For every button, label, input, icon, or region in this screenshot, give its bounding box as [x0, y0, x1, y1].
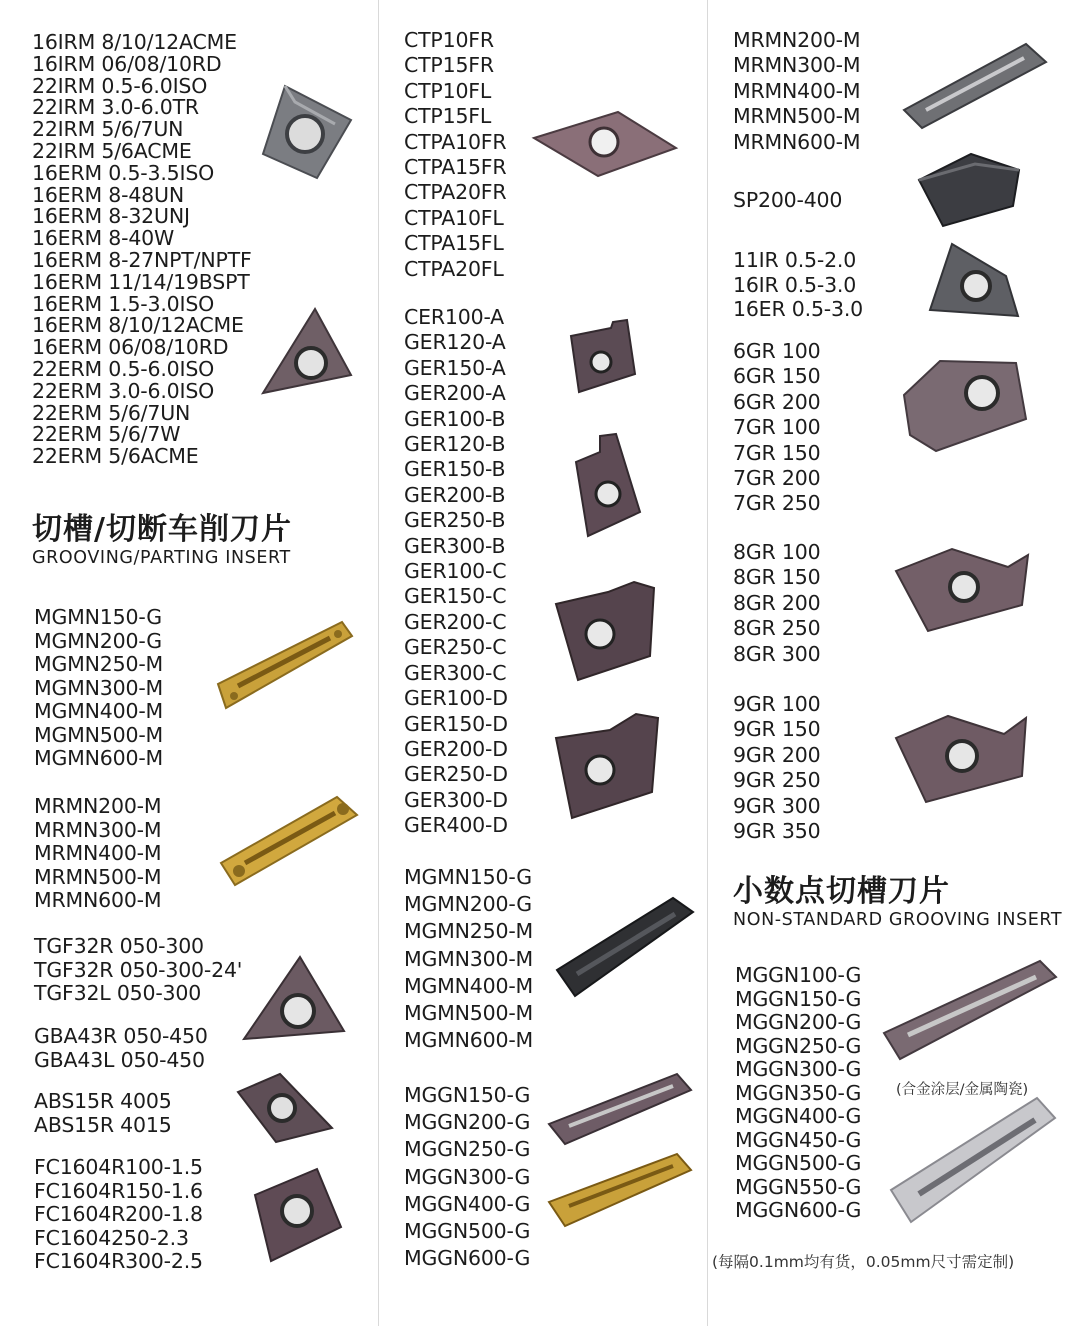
list-item: MRMN600-M: [733, 129, 861, 154]
ger-c-insert-image: [550, 580, 660, 685]
list-item: MRMN600-M: [34, 888, 162, 912]
list-item: 9GR 100: [733, 692, 821, 716]
abs-list: [34, 1090, 172, 1137]
ger-list: [404, 305, 508, 839]
list-item: MGGN200-G: [735, 1010, 862, 1034]
fc-list: [34, 1156, 203, 1274]
gr67-list: [733, 339, 820, 517]
list-item: MGMN600-M: [404, 1028, 534, 1053]
list-item: GER300-D: [404, 787, 508, 812]
list-item: CTPA10FL: [404, 205, 504, 230]
sp-list: [733, 188, 842, 213]
list-item: GER250-D: [404, 762, 508, 787]
list-item: MGGN100-G: [735, 963, 862, 987]
list-item: CTP15FL: [404, 104, 492, 129]
list-item: 16ERM 8-32UNJ: [32, 204, 190, 229]
list-item: FC1604R200-1.8: [34, 1202, 203, 1226]
gr9-list: [733, 692, 820, 844]
mggn-silver-insert-image: [885, 1090, 1060, 1230]
list-item: MGMN250-M: [404, 919, 534, 944]
list-item: GER120-B: [404, 432, 506, 457]
list-item: MGGN550-G: [735, 1174, 862, 1199]
list-item: MGGN250-G: [735, 1033, 862, 1058]
list-item: CTP10FR: [404, 28, 494, 52]
list-item: MGMN300-M: [404, 946, 534, 971]
list-item: MGMN400-M: [34, 699, 164, 723]
ir-insert-image: [922, 240, 1022, 322]
list-item: 11IR 0.5-2.0: [733, 248, 857, 272]
tgf-list: [34, 935, 242, 1006]
list-item: 22IRM 5/6ACME: [32, 138, 192, 163]
list-item: 9GR 300: [733, 793, 821, 818]
gr8-insert-image: [892, 545, 1032, 635]
list-item: MGMN400-M: [404, 973, 534, 998]
list-item: CER100-A: [404, 305, 505, 329]
threading-insert-list: [32, 32, 252, 468]
ger-a-insert-image: [565, 318, 640, 398]
gr9-insert-image: [892, 712, 1032, 807]
list-item: MGMN600-M: [34, 746, 164, 770]
list-item: TGF32R 050-300: [34, 934, 204, 958]
list-item: MRMN400-M: [34, 841, 162, 865]
list-item: GER120-A: [404, 330, 506, 355]
list-item: TGF32R 050-300-24': [34, 957, 243, 982]
list-item: GER150-A: [404, 355, 506, 380]
list-item: 6GR 150: [733, 364, 821, 389]
list-item: FC1604R100-1.5: [34, 1155, 203, 1179]
list-item: MGGN300-G: [404, 1164, 531, 1189]
list-item: GER200-C: [404, 609, 507, 634]
fc-insert-image: [245, 1165, 345, 1265]
list-item: 16ERM 0.5-3.5ISO: [32, 160, 215, 185]
list-item: GER200-B: [404, 482, 506, 507]
list-item: 16ERM 8/10/12ACME: [32, 313, 244, 338]
list-item: CTPA20FR: [404, 180, 507, 205]
list-item: MRMN500-M: [733, 104, 861, 129]
list-item: GER150-B: [404, 457, 506, 482]
list-item: GER100-D: [404, 686, 508, 711]
mggn-coated-long-insert-image: [880, 955, 1060, 1065]
list-item: 9GR 200: [733, 742, 821, 767]
column-divider-left: [378, 0, 379, 1326]
list-item: MGGN300-G: [735, 1057, 862, 1081]
list-item: MGMN150-G: [404, 865, 532, 889]
ctp-insert-image: [530, 108, 680, 180]
ger-b-insert-image: [570, 432, 645, 542]
list-item: 22IRM 5/6/7UN: [32, 117, 184, 142]
list-item: 16ERM 11/14/19BSPT: [32, 269, 250, 294]
list-item: MGMN500-M: [404, 1001, 534, 1026]
list-item: MGMN500-M: [34, 722, 164, 747]
list-item: FC1604R150-1.6: [34, 1178, 203, 1203]
non-standard-heading-cn: 小数点切槽刀片: [733, 874, 950, 909]
mgmn-list-col2: [404, 864, 533, 1054]
list-item: 7GR 250: [733, 491, 821, 516]
abs-insert-image: [236, 1072, 336, 1144]
threading-insert-internal-image: [255, 82, 355, 182]
mggn-list-col3: [735, 964, 861, 1223]
list-item: MGGN600-G: [404, 1246, 531, 1271]
coating-note: (合金涂层/金属陶瓷): [896, 1082, 1029, 1098]
list-item: CTP15FR: [404, 53, 494, 78]
list-item: CTPA20FL: [404, 256, 504, 281]
tgf-insert-image: [240, 955, 350, 1045]
ger-d-insert-image: [548, 712, 663, 822]
list-item: MGMN200-G: [34, 628, 162, 653]
list-item: MGGN600-G: [735, 1198, 862, 1222]
list-item: 8GR 100: [733, 540, 821, 564]
mggn-coated-insert-image: [545, 1068, 695, 1148]
list-item: 16ERM 8-48UN: [32, 182, 184, 207]
list-item: 22ERM 5/6/7UN: [32, 400, 191, 425]
list-item: CTPA10FR: [404, 129, 507, 154]
list-item: MGGN200-G: [404, 1110, 531, 1135]
list-item: MGGN150-G: [404, 1083, 531, 1107]
mrmn-list-col1: [34, 795, 161, 913]
list-item: MRMN400-M: [733, 78, 861, 103]
list-item: GER300-B: [404, 533, 506, 558]
list-item: CTPA15FL: [404, 231, 504, 256]
list-item: 16ERM 8-27NPT/NPTF: [32, 247, 252, 272]
list-item: MGGN400-G: [735, 1104, 862, 1128]
list-item: GER200-A: [404, 381, 506, 406]
gba-list: [34, 1025, 208, 1072]
list-item: 8GR 250: [733, 616, 821, 641]
list-item: GER150-D: [404, 711, 508, 736]
grooving-heading-cn: 切槽/切断车削刀片: [32, 512, 292, 547]
sp-insert-image: [915, 150, 1025, 230]
list-item: GER100-B: [404, 406, 506, 431]
list-item: 7GR 100: [733, 415, 821, 440]
gr8-list: [733, 540, 820, 667]
list-item: 16IR 0.5-3.0: [733, 272, 857, 297]
availability-footnote: (每隔0.1mm均有货，0.05mm尺寸需定制): [712, 1253, 1015, 1271]
list-item: 8GR 200: [733, 590, 821, 615]
mgmn-gold-insert-image: [212, 612, 357, 722]
list-item: MGGN500-G: [735, 1151, 862, 1175]
threading-insert-external-image: [255, 305, 355, 400]
list-item: MGMN300-M: [34, 675, 164, 700]
list-item: 8GR 300: [733, 641, 821, 666]
list-item: MRMN300-M: [34, 817, 162, 842]
mggn-gold-insert-image: [545, 1150, 695, 1230]
list-item: MGGN400-G: [404, 1191, 531, 1216]
list-item: GBA43R 050-450: [34, 1024, 208, 1048]
list-item: MGGN250-G: [404, 1137, 531, 1162]
list-item: 6GR 100: [733, 339, 821, 363]
list-item: MGGN500-G: [404, 1219, 531, 1244]
list-item: 22ERM 0.5-6.0ISO: [32, 356, 215, 381]
list-item: MRMN500-M: [34, 864, 162, 889]
list-item: 22ERM 5/6ACME: [32, 444, 199, 469]
mgmn-black-insert-image: [553, 892, 698, 1002]
list-item: TGF32L 050-300: [34, 981, 202, 1005]
list-item: FC1604R300-2.5: [34, 1249, 203, 1273]
list-item: 9GR 250: [733, 768, 821, 793]
list-item: 7GR 150: [733, 440, 821, 465]
list-item: MRMN200-M: [733, 28, 861, 52]
list-item: 16ERM 06/08/10RD: [32, 335, 229, 360]
list-item: GER300-C: [404, 660, 507, 685]
list-item: 6GR 200: [733, 389, 821, 414]
list-item: MGGN150-G: [735, 986, 862, 1011]
list-item: GER200-D: [404, 736, 508, 761]
ctp-list: [404, 28, 506, 282]
list-item: GER250-C: [404, 635, 507, 660]
list-item: 16ERM 1.5-3.0ISO: [32, 291, 215, 316]
gr67-insert-image: [900, 355, 1030, 455]
mrmn-list-col3: [733, 28, 860, 155]
list-item: 22ERM 5/6/7W: [32, 422, 181, 447]
list-item: SP200-400: [733, 188, 843, 212]
list-item: MRMN200-M: [34, 794, 162, 818]
list-item: MGGN350-G: [735, 1080, 862, 1105]
list-item: 22ERM 3.0-6.0ISO: [32, 378, 215, 403]
list-item: MGGN450-G: [735, 1127, 862, 1152]
ir-list: [733, 248, 863, 322]
list-item: CTPA15FR: [404, 155, 507, 180]
grooving-heading-en: GROOVING/PARTING INSERT: [32, 548, 291, 568]
column-divider-right: [707, 0, 708, 1326]
list-item: 9GR 150: [733, 717, 821, 742]
mggn-list-col2: [404, 1082, 530, 1272]
list-item: 16IRM 8/10/12ACME: [32, 30, 237, 54]
list-item: 16ERM 8-40W: [32, 226, 175, 251]
list-item: 16IRM 06/08/10RD: [32, 51, 222, 76]
list-item: GER250-B: [404, 508, 506, 533]
list-item: GER150-C: [404, 584, 507, 609]
list-item: GER100-C: [404, 559, 507, 584]
list-item: 16ER 0.5-3.0: [733, 297, 863, 321]
list-item: 8GR 150: [733, 565, 821, 590]
list-item: MGMN250-M: [34, 652, 164, 676]
mgmn-list-col1: [34, 606, 163, 771]
list-item: MGMN200-G: [404, 892, 532, 917]
mrmn-silver-insert-image: [900, 38, 1050, 133]
list-item: MRMN300-M: [733, 53, 861, 78]
list-item: GER400-D: [404, 813, 508, 838]
list-item: 22IRM 3.0-6.0TR: [32, 95, 199, 120]
list-item: 9GR 350: [733, 819, 821, 844]
list-item: 7GR 200: [733, 466, 821, 491]
list-item: 22IRM 0.5-6.0ISO: [32, 73, 208, 98]
list-item: FC1604250-2.3: [34, 1225, 189, 1250]
list-item: ABS15R 4005: [34, 1089, 172, 1113]
list-item: MGMN150-G: [34, 605, 162, 629]
non-standard-heading-en: NON-STANDARD GROOVING INSERT: [733, 910, 1063, 930]
list-item: ABS15R 4015: [34, 1112, 172, 1137]
list-item: GBA43L 050-450: [34, 1047, 205, 1072]
mrmn-gold-insert-image: [215, 785, 360, 895]
list-item: CTP10FL: [404, 78, 492, 103]
